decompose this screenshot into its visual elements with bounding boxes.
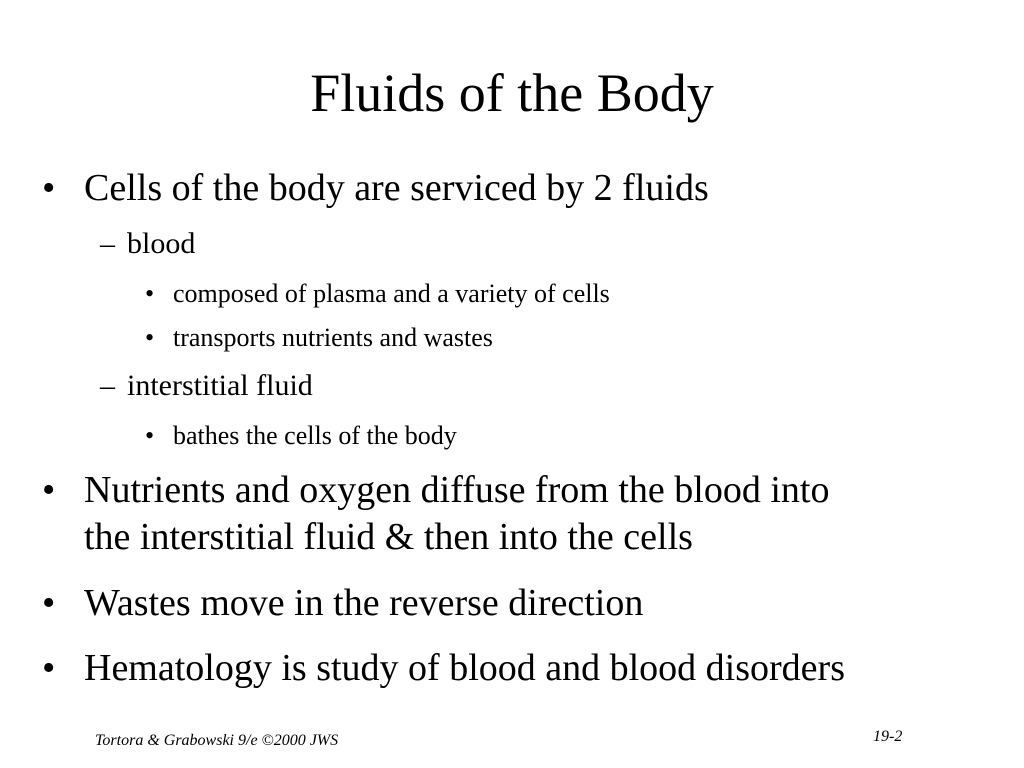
sub-sub-bullet-text: composed of plasma and a variety of cells: [173, 279, 610, 308]
sub-bullet-marker: –: [100, 369, 115, 402]
sub-bullet-text: interstitial fluid: [127, 369, 313, 402]
bullet-text-line1: Nutrients and oxygen diffuse from the blood into: [84, 469, 830, 511]
bullet-text-line2: the interstitial fluid & then into the cells: [84, 516, 693, 558]
bullet-marker: •: [42, 167, 56, 209]
sub-sub-bullet-text: bathes the cells of the body: [173, 421, 457, 450]
bullet-marker: •: [42, 647, 56, 689]
bullet-text: Hematology is study of blood and blood disorders: [84, 647, 845, 689]
sub-sub-bullet-marker: •: [145, 421, 155, 450]
sub-bullet-text: blood: [127, 227, 196, 260]
slide-title: Fluids of the Body: [310, 63, 714, 123]
sub-sub-bullet-marker: •: [145, 279, 155, 308]
bullet-text: Wastes move in the reverse direction: [84, 582, 644, 624]
sub-sub-bullet-text: transports nutrients and wastes: [173, 323, 493, 352]
sub-bullet-marker: –: [100, 227, 115, 260]
bullet-marker: •: [42, 582, 56, 624]
bullet-text: Cells of the body are serviced by 2 fluids: [84, 167, 709, 209]
footer-citation: Tortora & Grabowski 9/e ©2000 JWS: [95, 732, 339, 749]
page-number: 19-2: [873, 728, 903, 745]
bullet-marker: •: [42, 469, 56, 511]
sub-sub-bullet-marker: •: [145, 323, 155, 352]
